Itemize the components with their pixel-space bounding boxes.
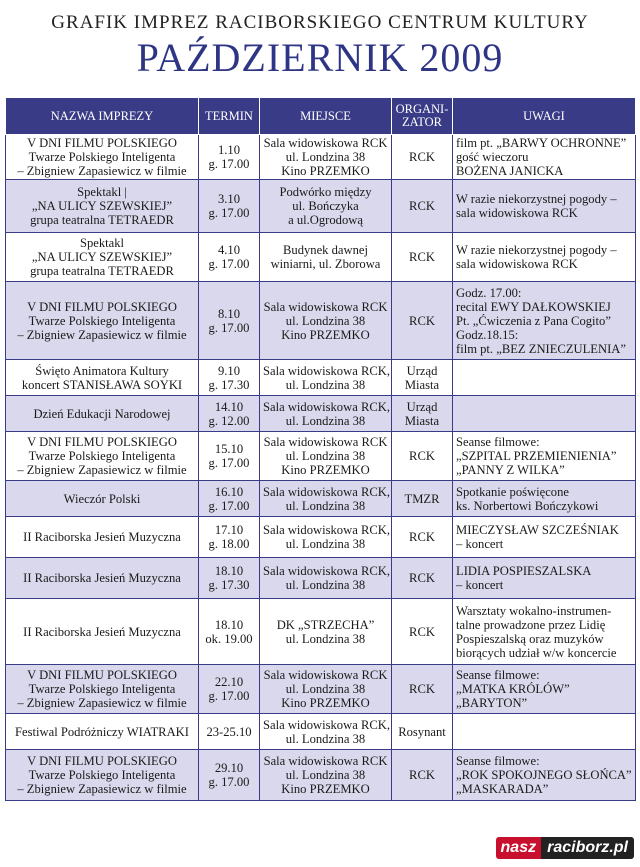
event-organizer-cell bbox=[392, 360, 453, 396]
event-notes-line: „ROK SPOKOJNEGO SŁOŃCA” bbox=[456, 768, 632, 782]
event-name-line: Wieczór Polski bbox=[63, 491, 141, 506]
event-name-cell bbox=[6, 135, 199, 180]
event-name-line: – Zbigniew Zapasiewicz w filmie bbox=[17, 463, 187, 477]
event-date-cell bbox=[199, 599, 260, 665]
table-row bbox=[6, 282, 636, 360]
event-place-line: Sala widowiskowa RCK bbox=[263, 754, 388, 768]
logo-text-right: raciborz.pl bbox=[541, 837, 634, 859]
event-place-line: Kino PRZEMKO bbox=[281, 164, 370, 178]
event-organizer-line: Urząd bbox=[406, 399, 438, 414]
column-header-name: NAZWA IMPREZY bbox=[6, 98, 199, 135]
event-name-cell bbox=[6, 360, 199, 396]
event-place-line: Sala widowiskowa RCK bbox=[263, 435, 388, 449]
event-notes-line: „BARYTON” bbox=[456, 696, 528, 710]
event-place-line: ul. Londzina 38 bbox=[285, 731, 366, 746]
event-date-line: 15.10 bbox=[214, 442, 244, 456]
event-date-cell bbox=[199, 180, 260, 233]
event-notes-line: film pt. „BARWY OCHRONNE” bbox=[456, 136, 627, 150]
event-place-line: Sala widowiskowa RCK bbox=[263, 136, 388, 150]
event-name-cell bbox=[6, 180, 199, 233]
event-place-line: ul. Londzina 38 bbox=[285, 377, 366, 392]
event-notes-line: Pospieszalską oraz muzyków bbox=[456, 631, 604, 646]
event-notes-line: LIDIA POSPIESZALSKA bbox=[456, 564, 592, 578]
event-name-line: Spektakl | bbox=[77, 185, 127, 199]
event-notes-line: sala widowiskowa RCK bbox=[456, 206, 578, 220]
event-date-line: g. 17.00 bbox=[208, 689, 250, 703]
event-organizer-line: RCK bbox=[409, 449, 435, 463]
event-name-line: Twarze Polskiego Inteligenta bbox=[28, 449, 176, 463]
table-row bbox=[6, 180, 636, 233]
event-notes-cell bbox=[453, 396, 636, 432]
column-header-place: MIEJSCE bbox=[260, 98, 392, 135]
event-place-line: ul. Londzina 38 bbox=[285, 537, 366, 551]
event-organizer-line: Miasta bbox=[404, 377, 440, 392]
event-place-line: Kino PRZEMKO bbox=[281, 463, 370, 477]
event-date-cell bbox=[199, 233, 260, 282]
event-place-line: ul. Londzina 38 bbox=[285, 498, 366, 513]
column-header-organizer-line: ORGANI- bbox=[395, 102, 449, 116]
event-place-line: ul. Londzina 38 bbox=[285, 578, 366, 592]
event-place-cell bbox=[260, 135, 392, 180]
event-date-line: g. 17.00 bbox=[208, 257, 250, 271]
event-notes-cell bbox=[453, 233, 636, 282]
event-notes-line: recital EWY DAŁKOWSKIEJ bbox=[456, 299, 611, 314]
event-organizer-cell bbox=[392, 432, 453, 481]
event-notes-cell bbox=[453, 750, 636, 801]
event-date-cell bbox=[199, 665, 260, 714]
event-date-line: g. 17.00 bbox=[208, 206, 250, 220]
event-date-cell bbox=[199, 396, 260, 432]
event-name-cell bbox=[6, 750, 199, 801]
event-date-cell bbox=[199, 481, 260, 517]
event-organizer-line: RCK bbox=[409, 624, 435, 639]
table-row bbox=[6, 665, 636, 714]
event-date-line: g. 17.00 bbox=[208, 775, 250, 789]
event-place-line: Kino PRZEMKO bbox=[281, 782, 370, 796]
event-date-line: g. 12.00 bbox=[208, 413, 250, 428]
event-date-line: ok. 19.00 bbox=[205, 631, 253, 646]
table-row bbox=[6, 714, 636, 750]
event-organizer-line: RCK bbox=[409, 199, 435, 213]
event-place-cell bbox=[260, 517, 392, 558]
event-name-line: – Zbigniew Zapasiewicz w filmie bbox=[17, 164, 187, 178]
event-place-line: ul. Londzina 38 bbox=[285, 682, 366, 696]
event-place-cell bbox=[260, 599, 392, 665]
event-date-line: 23-25.10 bbox=[206, 724, 252, 739]
event-place-line: DK „STRZECHA” bbox=[276, 617, 375, 632]
event-place-line: Budynek dawnej bbox=[283, 243, 368, 257]
event-date-cell bbox=[199, 517, 260, 558]
event-place-line: Kino PRZEMKO bbox=[281, 327, 370, 342]
event-organizer-cell bbox=[392, 558, 453, 599]
event-organizer-cell bbox=[392, 180, 453, 233]
column-header-organizer bbox=[392, 98, 453, 135]
event-organizer-cell bbox=[392, 665, 453, 714]
table-row bbox=[6, 517, 636, 558]
events-table bbox=[5, 97, 636, 801]
logo-text-left: nasz bbox=[496, 837, 542, 859]
event-notes-cell bbox=[453, 360, 636, 396]
event-organizer-cell bbox=[392, 233, 453, 282]
event-place-line: Sala widowiskowa RCK, bbox=[263, 363, 390, 378]
event-date-line: g. 17.00 bbox=[208, 320, 250, 335]
event-name-cell bbox=[6, 432, 199, 481]
event-organizer-cell bbox=[392, 599, 453, 665]
event-place-line: Kino PRZEMKO bbox=[281, 696, 370, 710]
event-notes-cell bbox=[453, 599, 636, 665]
event-name-cell bbox=[6, 282, 199, 360]
event-name-line: „NA ULICY SZEWSKIEJ” bbox=[31, 250, 173, 264]
event-notes-line: Godz. 17.00: bbox=[456, 285, 522, 300]
event-place-cell bbox=[260, 750, 392, 801]
event-place-cell bbox=[260, 233, 392, 282]
site-logo bbox=[496, 835, 634, 861]
event-place-line: Podwórko między bbox=[279, 185, 372, 199]
event-name-cell bbox=[6, 714, 199, 750]
event-date-line: 17.10 bbox=[214, 523, 244, 537]
event-name-line: Święto Animatora Kultury bbox=[35, 363, 169, 378]
event-name-line: II Raciborska Jesień Muzyczna bbox=[23, 624, 181, 639]
event-name-line: – Zbigniew Zapasiewicz w filmie bbox=[17, 327, 187, 342]
event-notes-line: „MATKA KRÓLÓW” bbox=[456, 682, 570, 696]
event-date-line: 14.10 bbox=[214, 399, 244, 414]
table-row bbox=[6, 135, 636, 180]
event-notes-cell bbox=[453, 432, 636, 481]
event-name-cell bbox=[6, 481, 199, 517]
table-row bbox=[6, 481, 636, 517]
event-place-cell bbox=[260, 481, 392, 517]
document-title: PAŹDZIERNIK 2009 bbox=[136, 35, 504, 80]
event-organizer-line: RCK bbox=[409, 250, 435, 264]
event-place-line: Sala widowiskowa RCK bbox=[263, 668, 388, 682]
event-organizer-cell bbox=[392, 135, 453, 180]
event-organizer-line: RCK bbox=[409, 530, 435, 544]
event-organizer-line: RCK bbox=[409, 682, 435, 696]
event-name-line: grupa teatralna TETRAEDR bbox=[30, 213, 174, 227]
event-place-line: ul. Londzina 38 bbox=[285, 768, 366, 782]
event-name-line: II Raciborska Jesień Muzyczna bbox=[23, 571, 181, 585]
event-notes-cell bbox=[453, 517, 636, 558]
event-organizer-cell bbox=[392, 517, 453, 558]
event-date-cell bbox=[199, 282, 260, 360]
event-name-line: koncert STANISŁAWA SOYKI bbox=[21, 377, 183, 392]
event-place-cell bbox=[260, 282, 392, 360]
event-place-cell bbox=[260, 714, 392, 750]
table-row bbox=[6, 396, 636, 432]
event-organizer-cell bbox=[392, 750, 453, 801]
event-name-line: Festiwal Podróżniczy WIATRAKI bbox=[15, 724, 189, 739]
table-row bbox=[6, 360, 636, 396]
event-date-line: g. 17.30 bbox=[208, 578, 250, 592]
event-notes-line: ks. Norbertowi Bończykowi bbox=[456, 498, 599, 513]
event-name-line: – Zbigniew Zapasiewicz w filmie bbox=[17, 696, 187, 710]
table-row bbox=[6, 432, 636, 481]
event-notes-line: gość wieczoru bbox=[456, 150, 529, 164]
event-place-cell bbox=[260, 558, 392, 599]
event-notes-line: „MASKARADA” bbox=[456, 782, 549, 796]
event-name-cell bbox=[6, 558, 199, 599]
event-place-cell bbox=[260, 360, 392, 396]
column-header-organizer-line: ZATOR bbox=[401, 115, 443, 129]
event-notes-cell bbox=[453, 180, 636, 233]
event-name-cell bbox=[6, 396, 199, 432]
event-place-line: Sala widowiskowa RCK, bbox=[263, 523, 390, 537]
event-notes-line: Seanse filmowe: bbox=[456, 435, 540, 449]
column-header-term: TERMIN bbox=[199, 98, 260, 135]
event-name-cell bbox=[6, 599, 199, 665]
event-notes-cell bbox=[453, 481, 636, 517]
event-place-line: a ul.Ogrodową bbox=[288, 213, 363, 227]
table-row bbox=[6, 558, 636, 599]
event-place-line: ul. Londzina 38 bbox=[285, 413, 366, 428]
event-date-line: 1.10 bbox=[217, 143, 241, 157]
event-date-line: g. 17.00 bbox=[208, 498, 250, 513]
event-notes-cell bbox=[453, 558, 636, 599]
event-name-line: V DNI FILMU POLSKIEGO bbox=[27, 668, 177, 682]
event-date-line: 18.10 bbox=[214, 617, 244, 632]
event-date-cell bbox=[199, 135, 260, 180]
event-organizer-line: RCK bbox=[409, 768, 435, 782]
event-name-line: Twarze Polskiego Inteligenta bbox=[28, 150, 176, 164]
event-notes-line: „SZPITAL PRZEMIENIENIA” bbox=[456, 449, 617, 463]
document-supertitle: GRAFIK IMPREZ RACIBORSKIEGO CENTRUM KULTURY bbox=[51, 12, 589, 33]
event-name-cell bbox=[6, 665, 199, 714]
event-place-line: Sala widowiskowa RCK, bbox=[263, 484, 390, 499]
event-place-line: ul. Londzina 38 bbox=[285, 631, 366, 646]
event-notes-line: BOŻENA JANICKA bbox=[456, 164, 564, 178]
event-name-line: grupa teatralna TETRAEDR bbox=[30, 264, 174, 278]
table-header-row bbox=[6, 98, 636, 135]
event-notes-line: MIECZYSŁAW SZCZEŚNIAK bbox=[456, 523, 619, 537]
event-notes-line: W razie niekorzystnej pogody – bbox=[456, 243, 617, 257]
event-notes-line: – koncert bbox=[456, 537, 504, 551]
event-place-line: ul. Londzina 38 bbox=[285, 313, 366, 328]
column-header-notes: UWAGI bbox=[453, 98, 636, 135]
event-name-line: Spektakl bbox=[79, 236, 125, 250]
event-place-line: Sala widowiskowa RCK, bbox=[263, 564, 390, 578]
event-name-line: „NA ULICY SZEWSKIEJ” bbox=[31, 199, 173, 213]
event-name-line: – Zbigniew Zapasiewicz w filmie bbox=[17, 782, 187, 796]
event-notes-line: „PANNY Z WILKA” bbox=[456, 463, 565, 477]
event-notes-line: W razie niekorzystnej pogody – bbox=[456, 192, 617, 206]
event-place-line: ul. Londzina 38 bbox=[285, 449, 366, 463]
event-notes-line: Seanse filmowe: bbox=[456, 668, 540, 682]
event-notes-line: film pt. „BEZ ZNIECZULENIA” bbox=[456, 341, 626, 356]
event-organizer-line: RCK bbox=[409, 150, 435, 164]
event-name-line: II Raciborska Jesień Muzyczna bbox=[23, 530, 181, 544]
event-name-line: Twarze Polskiego Inteligenta bbox=[28, 313, 176, 328]
event-date-line: 9.10 bbox=[217, 363, 241, 378]
event-place-cell bbox=[260, 432, 392, 481]
event-organizer-line: RCK bbox=[409, 313, 435, 328]
event-date-line: 29.10 bbox=[214, 761, 244, 775]
event-organizer-line: Urząd bbox=[406, 363, 438, 378]
table-row bbox=[6, 599, 636, 665]
event-organizer-line: TMZR bbox=[404, 491, 440, 506]
event-date-cell bbox=[199, 750, 260, 801]
event-place-line: Sala widowiskowa RCK, bbox=[263, 399, 390, 414]
event-date-line: g. 17.30 bbox=[208, 377, 250, 392]
event-notes-line: biorących udział w/w koncercie bbox=[456, 645, 617, 660]
event-notes-line: Godz.18.15: bbox=[456, 327, 519, 342]
event-notes-line: – koncert bbox=[456, 578, 504, 592]
event-organizer-line: RCK bbox=[409, 571, 435, 585]
event-notes-cell bbox=[453, 665, 636, 714]
event-organizer-cell bbox=[392, 282, 453, 360]
event-name-line: Twarze Polskiego Inteligenta bbox=[28, 768, 176, 782]
event-place-cell bbox=[260, 180, 392, 233]
event-notes-line: talne prowadzone przez Lidię bbox=[456, 617, 606, 632]
event-organizer-cell bbox=[392, 481, 453, 517]
event-date-cell bbox=[199, 360, 260, 396]
event-name-line: V DNI FILMU POLSKIEGO bbox=[27, 299, 177, 314]
event-name-line: V DNI FILMU POLSKIEGO bbox=[27, 754, 177, 768]
event-date-line: g. 18.00 bbox=[208, 537, 250, 551]
event-organizer-line: Rosynant bbox=[398, 724, 446, 739]
event-notes-line: Seanse filmowe: bbox=[456, 754, 540, 768]
event-notes-line: Spotkanie poświęcone bbox=[456, 484, 569, 499]
event-date-line: 3.10 bbox=[217, 192, 241, 206]
event-place-cell bbox=[260, 396, 392, 432]
event-place-line: winiarni, ul. Zborowa bbox=[270, 257, 381, 271]
event-date-line: 4.10 bbox=[217, 243, 241, 257]
event-place-line: ul. Bończyka bbox=[292, 199, 359, 213]
event-organizer-cell bbox=[392, 396, 453, 432]
event-notes-cell bbox=[453, 282, 636, 360]
event-place-cell bbox=[260, 665, 392, 714]
table-row bbox=[6, 750, 636, 801]
event-notes-line: sala widowiskowa RCK bbox=[456, 257, 578, 271]
event-date-line: g. 17.00 bbox=[208, 157, 250, 171]
event-notes-cell bbox=[453, 135, 636, 180]
event-notes-line: Warsztaty wokalno-instrumen- bbox=[456, 603, 612, 618]
event-organizer-cell bbox=[392, 714, 453, 750]
event-name-cell bbox=[6, 233, 199, 282]
event-date-line: 8.10 bbox=[217, 306, 241, 321]
event-name-line: Dzień Edukacji Narodowej bbox=[33, 406, 171, 421]
event-notes-cell bbox=[453, 714, 636, 750]
event-name-line: V DNI FILMU POLSKIEGO bbox=[27, 435, 177, 449]
table-row bbox=[6, 233, 636, 282]
event-date-line: g. 17.00 bbox=[208, 456, 250, 470]
event-date-line: 18.10 bbox=[214, 564, 244, 578]
event-place-line: Sala widowiskowa RCK bbox=[263, 299, 388, 314]
event-place-line: ul. Londzina 38 bbox=[285, 150, 366, 164]
event-date-line: 22.10 bbox=[214, 675, 244, 689]
event-name-cell bbox=[6, 517, 199, 558]
event-date-cell bbox=[199, 432, 260, 481]
event-date-line: 16.10 bbox=[214, 484, 244, 499]
event-place-line: Sala widowiskowa RCK, bbox=[263, 717, 390, 732]
event-notes-line: Pt. „Ćwiczenia z Pana Cogito” bbox=[456, 313, 611, 328]
events-table-body bbox=[6, 135, 636, 801]
event-name-line: V DNI FILMU POLSKIEGO bbox=[27, 136, 177, 150]
event-date-cell bbox=[199, 558, 260, 599]
event-date-cell bbox=[199, 714, 260, 750]
event-organizer-line: Miasta bbox=[404, 413, 440, 428]
event-name-line: Twarze Polskiego Inteligenta bbox=[28, 682, 176, 696]
